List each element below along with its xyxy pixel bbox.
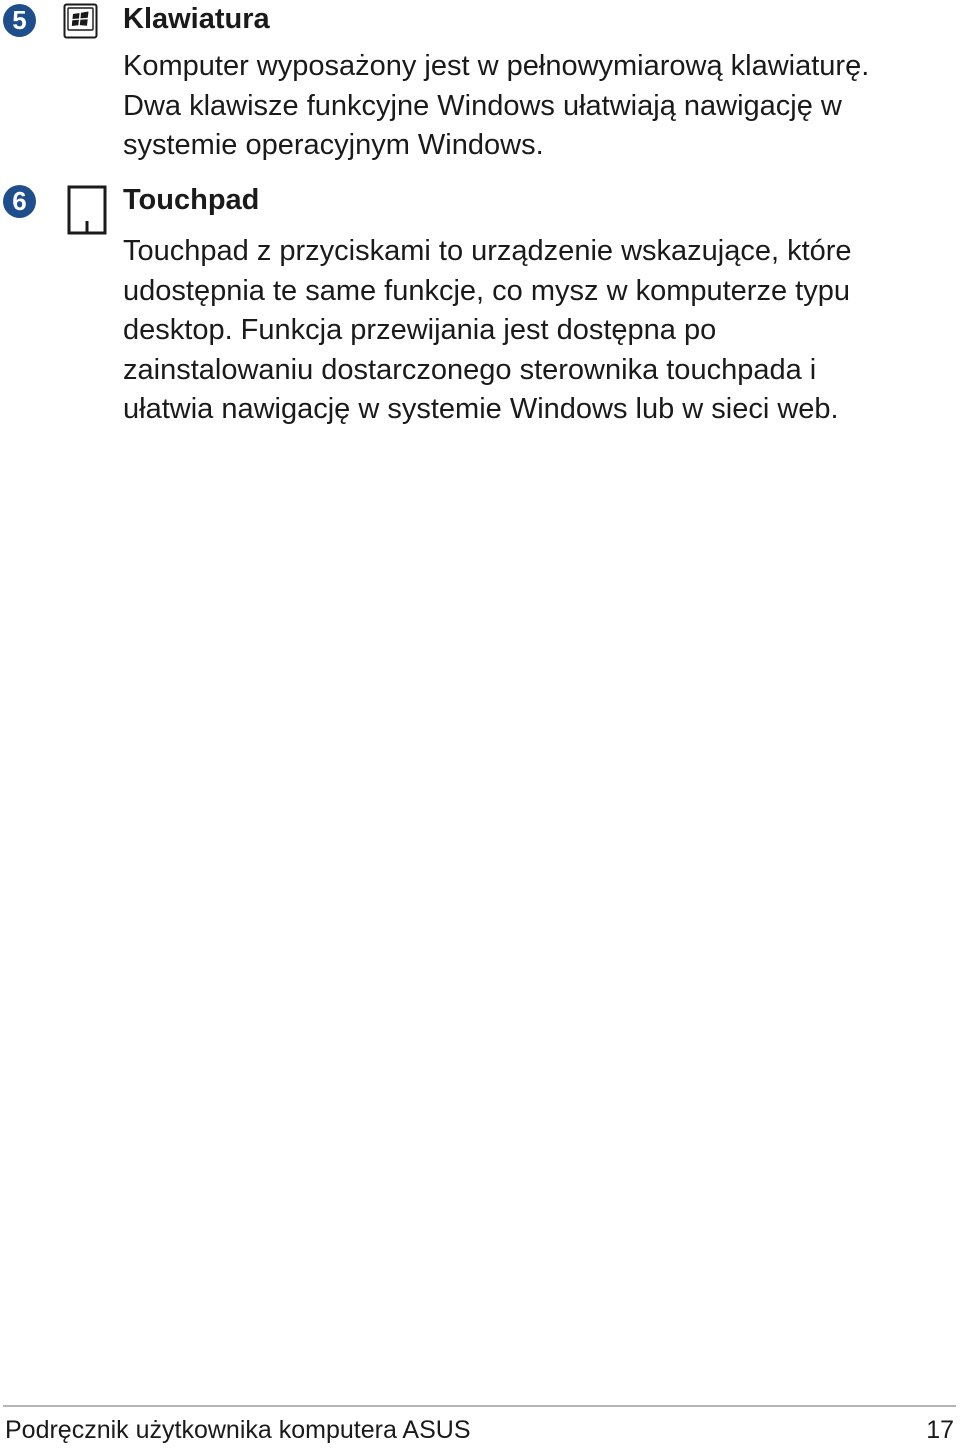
page-number: 17	[926, 1416, 954, 1444]
footer-divider	[3, 1405, 956, 1407]
section-title: Klawiatura	[123, 3, 270, 35]
section-touchpad	[0, 182, 960, 432]
section-title: Touchpad	[123, 184, 260, 216]
section-number-badge: 6	[3, 185, 36, 218]
touchpad-icon	[67, 185, 107, 240]
footer-title: Podręcznik użytkownika komputera ASUS	[5, 1416, 471, 1444]
section-body: Touchpad z przyciskami to urządzenie wskazujące, które udostępnia te same funkcje, co mysz w komputerze typu desktop. Funkcja przewijania jest dostępna po zainstalowaniu dostarczonego sterownika touchpada i ułatwia nawigację w systemie Windows lub w sieci web.	[123, 235, 852, 425]
windows-key-icon	[63, 3, 98, 44]
section-body: Komputer wyposażony jest w pełnowymiarową klawiaturę. Dwa klawisze funkcyjne Windows ułatwiają nawigację w systemie operacyjnym Windows.	[123, 50, 870, 161]
section-keyboard	[0, 0, 960, 170]
section-number-badge: 5	[3, 4, 36, 37]
